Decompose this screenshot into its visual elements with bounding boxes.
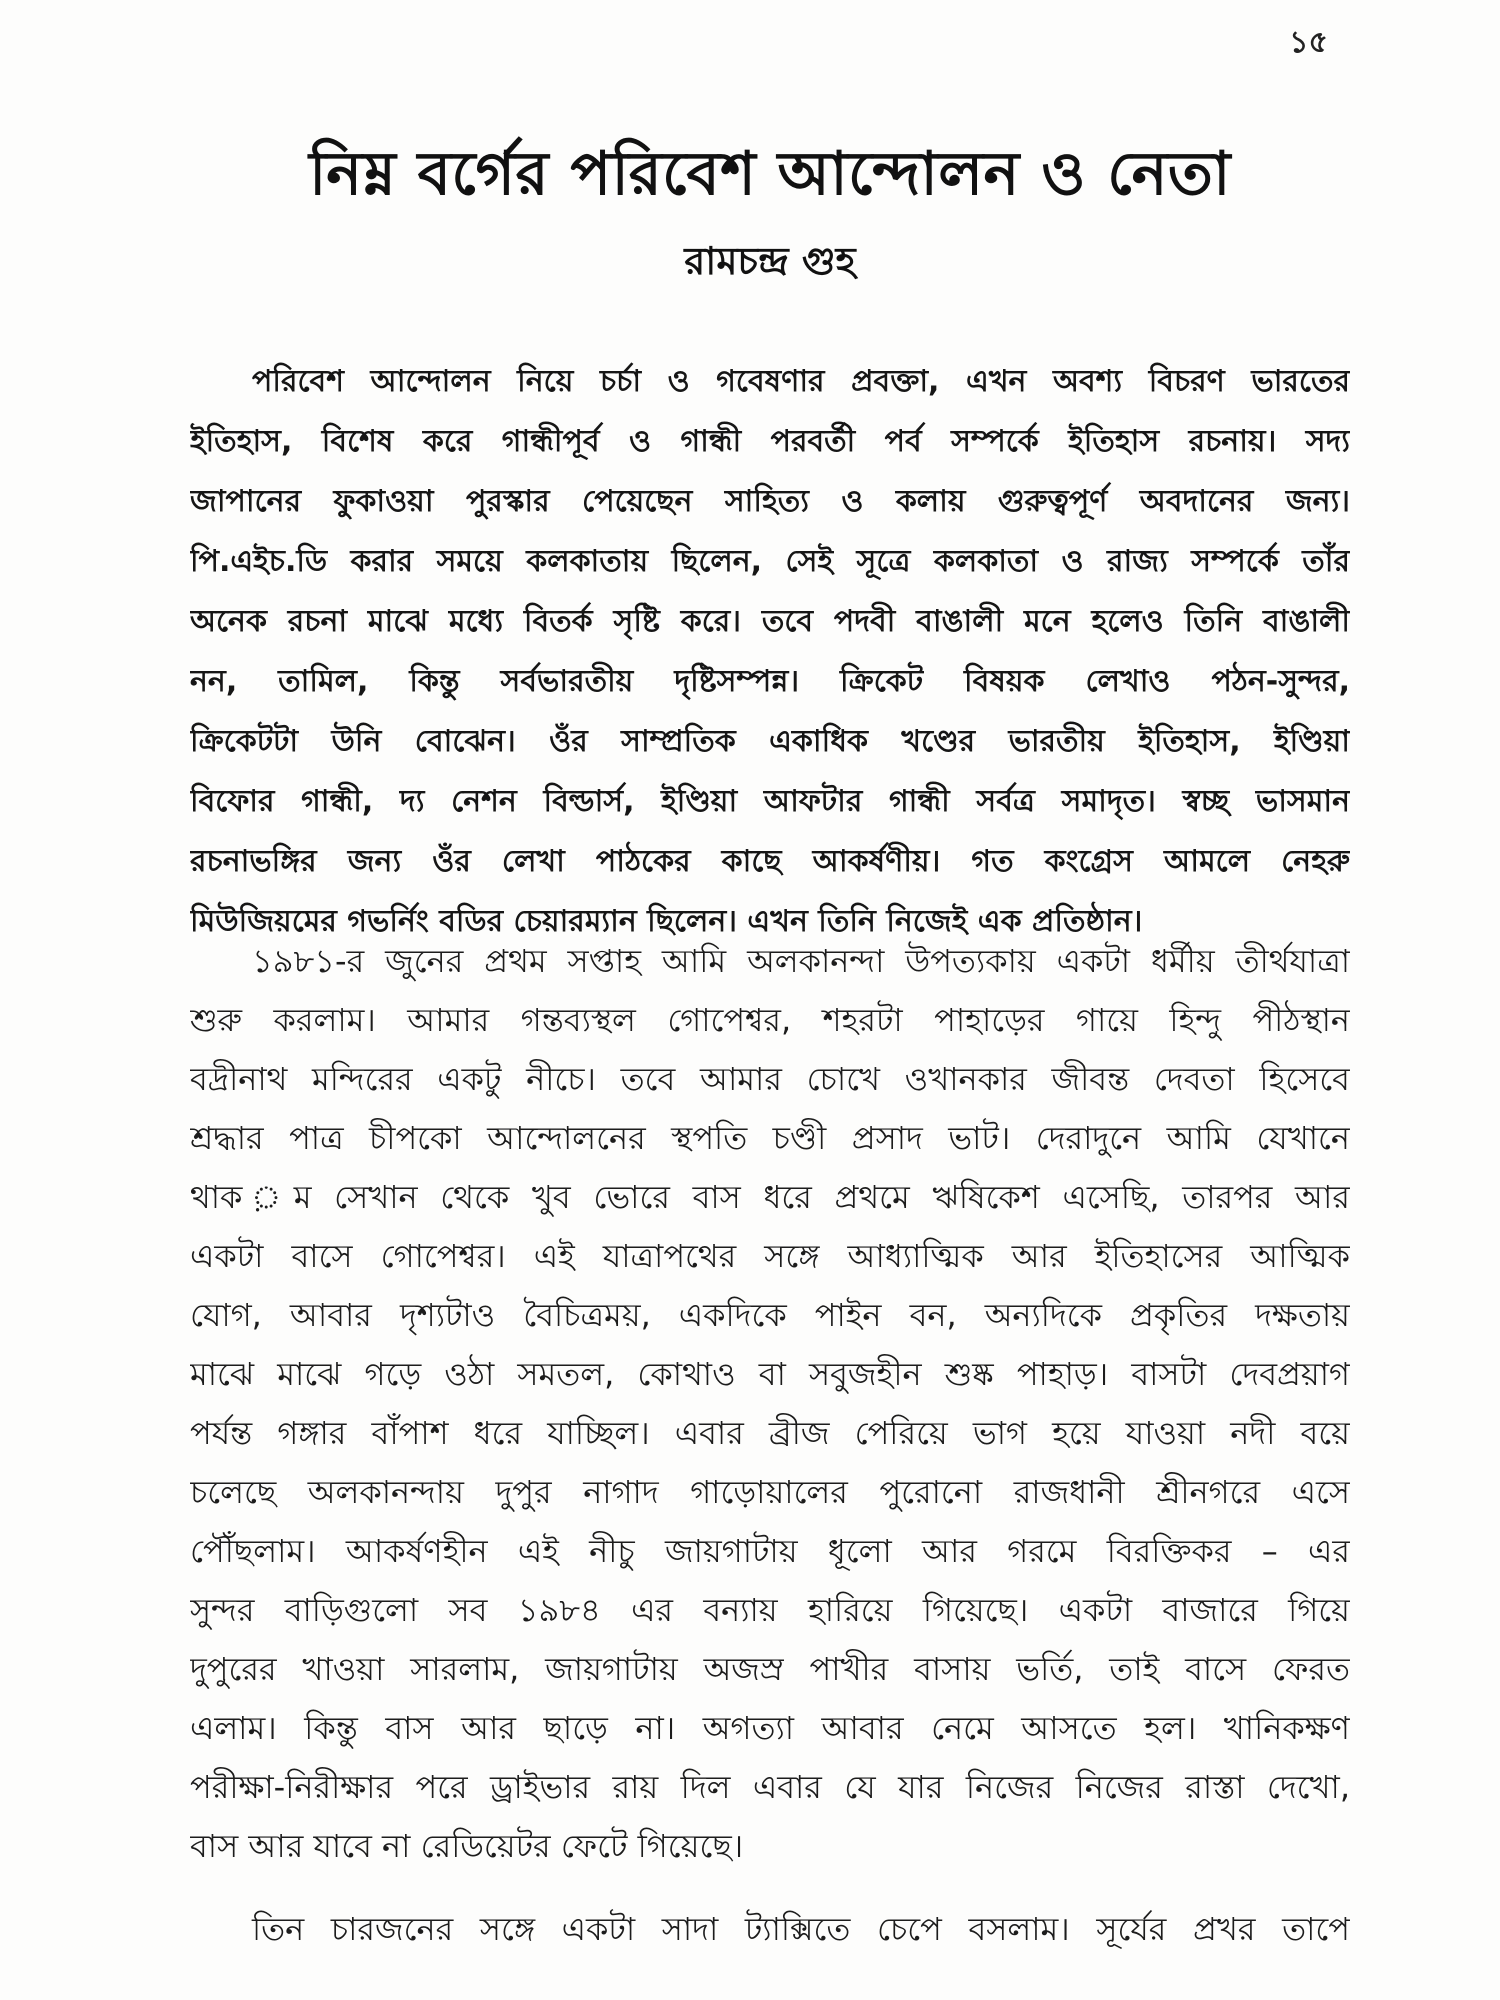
text-line: এলাম। কিন্তু বাস আর ছাড়ে না। অগত্যা আবার নেমে আসতে হল। খানিকক্ষণ	[190, 1709, 1350, 1747]
text-line: বাস আর যাবে না রেডিয়েটর ফেটে গিয়েছে।	[190, 1827, 744, 1865]
text-line: পরীক্ষা-নিরীক্ষার পরে ড্রাইভার রায় দিল এবার যে যার নিজের নিজের রাস্তা দেখো,	[190, 1768, 1350, 1806]
page-number: ১৫	[1289, 25, 1328, 60]
text-line: ১৯৮১-র জুনের প্রথম সপ্তাহ আমি অলকানন্দা উপত্যকায় একটা ধর্মীয় তীর্থযাত্রা	[252, 942, 1350, 980]
body-paragraph	[190, 932, 1350, 1876]
text-line: অনেক রচনা মাঝে মধ্যে বিতর্ক সৃষ্টি করে। তবে পদবী বাঙালী মনে হলেও তিনি বাঙালী	[190, 604, 1350, 639]
text-line: রচনাভঙ্গির জন্য ওঁর লেখা পাঠকের কাছে আকর্ষণীয়। গত কংগ্রেস আমলে নেহরু	[190, 844, 1350, 879]
text-line: মিউজিয়মের গভর্নিং বডির চেয়ারম্যান ছিলেন। এখন তিনি নিজেই এক প্রতিষ্ঠান।	[190, 904, 1143, 939]
text-line: ইতিহাস, বিশেষ করে গান্ধীপূর্ব ও গান্ধী পরবর্তী পর্ব সম্পর্কে ইতিহাস রচনায়। সদ্য	[190, 424, 1350, 459]
text-line: সুন্দর বাড়িগুলো সব ১৯৮৪ এর বন্যায় হারিয়ে গিয়েছে। একটা বাজারে গিয়ে	[190, 1591, 1350, 1629]
text-line: পি.এইচ.ডি করার সময়ে কলকাতায় ছিলেন, সেই সূত্রে কলকাতা ও রাজ্য সম্পর্কে তাঁর	[190, 544, 1350, 579]
text-line: যোগ, আবার দৃশ্যটাও বৈচিত্রময়, একদিকে পাইন বন, অন্যদিকে প্রকৃতির দক্ষতায়	[190, 1296, 1350, 1334]
text-line: নন, তামিল, কিন্তু সর্বভারতীয় দৃষ্টিসম্পন্ন। ক্রিকেট বিষয়ক লেখাও পঠন-সুন্দর,	[190, 664, 1350, 699]
text-line: তিন চারজনের সঙ্গে একটা সাদা ট্যাক্সিতে চেপে বসলাম। সূর্যের প্রখর তাপে	[252, 1910, 1350, 1948]
author-introduction	[190, 352, 1350, 952]
body-paragraph	[190, 1900, 1350, 1959]
text-line: শ্রদ্ধার পাত্র চীপকো আন্দোলনের স্থপতি চণ্ডী প্রসাদ ভাট। দেরাদুনে আমি যেখানে	[190, 1119, 1350, 1157]
text-line: বিফোর গান্ধী, দ্য নেশন বিল্ডার্স, ইণ্ডিয়া আফটার গান্ধী সর্বত্র সমাদৃত। স্বচ্ছ ভাসমান	[190, 784, 1350, 819]
text-line: একটা বাসে গোপেশ্বর। এই যাত্রাপথের সঙ্গে আধ্যাত্মিক আর ইতিহাসের আত্মিক	[190, 1237, 1350, 1275]
text-line: থাক ়ম সেখান থেকে খুব ভোরে বাস ধরে প্রথমে ঋষিকেশ এসেছি, তারপর আর	[190, 1178, 1350, 1216]
text-line: ক্রিকেটটা উনি বোঝেন। ওঁর সাম্প্রতিক একাধিক খণ্ডের ভারতীয় ইতিহাস, ইণ্ডিয়া	[190, 724, 1350, 759]
text-line: পৌঁছলাম। আকর্ষণহীন এই নীচু জায়গাটায় ধূলো আর গরমে বিরক্তিকর – এর	[190, 1532, 1350, 1570]
text-line: পর্যন্ত গঙ্গার বাঁপাশ ধরে যাচ্ছিল। এবার ব্রীজ পেরিয়ে ভাগ হয়ে যাওয়া নদী বয়ে	[190, 1414, 1350, 1452]
text-line: মাঝে মাঝে গড়ে ওঠা সমতল, কোথাও বা সবুজহীন শুষ্ক পাহাড়। বাসটা দেবপ্রয়াগ	[190, 1355, 1350, 1393]
text-line: চলেছে অলকানন্দায় দুপুর নাগাদ গাড়োয়ালের পুরোনো রাজধানী শ্রীনগরে এসে	[190, 1473, 1350, 1511]
author-name: রামচন্দ্র গুহ	[684, 239, 856, 283]
text-line: দুপুরের খাওয়া সারলাম, জায়গাটায় অজস্র পাখীর বাসায় ভর্তি, তাই বাসে ফেরত	[190, 1650, 1350, 1688]
text-line: শুরু করলাম। আমার গন্তব্যস্থল গোপেশ্বর, শহরটা পাহাড়ের গায়ে হিন্দু পীঠস্থান	[190, 1001, 1350, 1039]
article-title: নিম্ন বর্গের পরিবেশ আন্দোলন ও নেতা	[309, 139, 1231, 209]
text-line: বদ্রীনাথ মন্দিরের একটু নীচে। তবে আমার চোখে ওখানকার জীবন্ত দেবতা হিসেবে	[190, 1060, 1350, 1098]
text-line: পরিবেশ আন্দোলন নিয়ে চর্চা ও গবেষণার প্রবক্তা, এখন অবশ্য বিচরণ ভারতের	[252, 364, 1350, 399]
text-line: জাপানের ফুকাওয়া পুরস্কার পেয়েছেন সাহিত্য ও কলায় গুরুত্বপূর্ণ অবদানের জন্য।	[190, 484, 1350, 519]
